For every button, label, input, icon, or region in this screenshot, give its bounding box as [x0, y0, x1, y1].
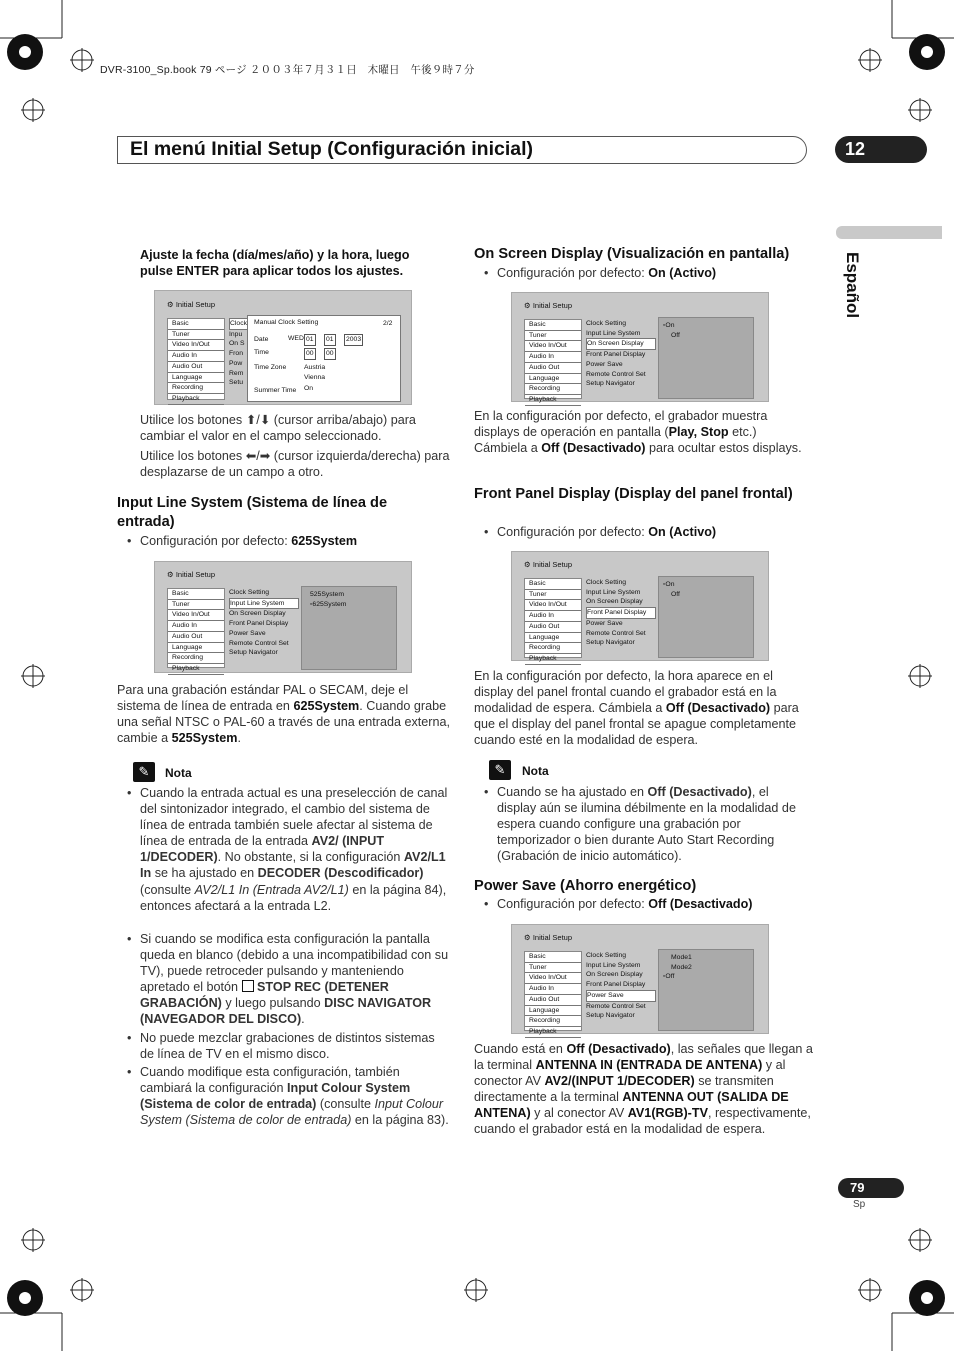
page-suffix: Sp — [853, 1199, 866, 1210]
date-year-field: 2003 — [344, 334, 363, 346]
note-icon: ✎ — [489, 760, 511, 780]
submenu-item: Setup Navigator — [229, 649, 278, 657]
note-item: • Cuando la entrada actual es una preselección de canal del sintonizador integrado, el cambio del sistema de línea de entrada también suele afectar al sistema de línea de entrada de la entrada AV2/ (INPUT 1/DECODER). No obstante, si la configuración AV2/L1 In se ha ajustado en DECODER (Descodificador) (consulte AV2/L1 In (Entrada AV2/L1) en la página 84), entonces afectará a la entrada L2. — [140, 785, 450, 914]
ps-screen — [511, 924, 769, 1034]
note-label: Nota — [165, 766, 192, 780]
menu-item: Language — [525, 633, 581, 644]
menu-item: Audio Out — [525, 995, 581, 1006]
menu-item: Playback — [525, 395, 581, 406]
menu-item: Audio In — [525, 984, 581, 995]
menu-item: Video In/Out — [168, 340, 224, 351]
menu-item: Playback — [168, 664, 224, 675]
submenu-item: Front Panel Display — [586, 607, 656, 619]
submenu-item: Input Line System — [586, 961, 641, 969]
menu-item: Language — [525, 374, 581, 385]
note-icon: ✎ — [133, 762, 155, 782]
menu-item: Basic — [525, 952, 581, 963]
menu-item: Audio In — [168, 351, 224, 362]
submenu-item: On Screen Display — [586, 338, 656, 350]
menu-item: Language — [525, 1006, 581, 1017]
stop-rec-icon — [242, 980, 254, 992]
option-item-selected: ▫625System — [310, 600, 347, 608]
submenu-item: Front Panel Display — [586, 981, 646, 989]
submenu-item: Front Panel Display — [229, 620, 289, 628]
submenu-item: Clock Setting — [229, 589, 270, 596]
date-day: WED — [288, 335, 304, 342]
submenu-item: Clock — [229, 318, 249, 330]
note-item: • Cuando se ha ajustado en Off (Desactivado), el display aún se ilumina débilmente en la modalidad de espera cuando configure una grabación por temporizador o bien durante Auto Start Recording (Grabación de inicio automático). — [497, 784, 807, 864]
ps-heading: Power Save (Ahorro energético) — [474, 878, 697, 894]
submenu-item: Power Save — [586, 360, 623, 368]
menu-item: Recording — [168, 383, 224, 394]
menu-item: Video In/Out — [525, 341, 581, 352]
option-item: Mode2 — [671, 963, 692, 971]
language-tab — [836, 226, 942, 239]
screen-options — [658, 576, 754, 658]
submenu-item: Rem — [229, 369, 244, 377]
submenu-item: Power Save — [586, 990, 656, 1002]
submenu-item: Front Panel Display — [586, 351, 646, 359]
fpd-paragraph: En la configuración por defecto, la hora aparece en el display del panel frontal cuando el grabador está en la modalidad de espera. Cámbiela a Off (Desactivado) para que el display del panel frontal se apague completamente cuando esté en la modalidad de espera. — [474, 669, 799, 748]
osd-default: • Configuración por defecto: On (Activo) — [497, 265, 807, 281]
menu-item: Playback — [525, 654, 581, 665]
menu-item: Tuner — [525, 963, 581, 974]
option-item: Mode1 — [671, 954, 692, 961]
screen-header: ⚙ Initial Setup — [167, 570, 216, 579]
submenu-item: On S — [229, 340, 245, 348]
ils-default: • Configuración por defecto: 625System — [140, 533, 450, 549]
date-day-field: 01 — [304, 334, 316, 346]
submenu-item: On Screen Display — [586, 971, 643, 979]
menu-item: Audio Out — [168, 632, 224, 643]
menu-item: Recording — [168, 653, 224, 664]
menu-item: Recording — [525, 643, 581, 654]
submenu-item: Clock Setting — [586, 952, 627, 959]
submenu-item: Setup Navigator — [586, 1012, 635, 1020]
screen-header: ⚙ Initial Setup — [524, 301, 573, 310]
submenu-item: Inpu — [229, 330, 243, 338]
note-item: • No puede mezclar grabaciones de distintos sistemas de línea de TV en el mismo disco. — [140, 1030, 450, 1062]
submenu-item: Remote Control Set — [229, 639, 289, 647]
page-number: 79 — [838, 1178, 904, 1198]
clock-intro: Ajuste la fecha (día/mes/año) y la hora, luego pulse ENTER para aplicar todos los ajustes. — [140, 248, 410, 279]
submenu-item: Clock Setting — [586, 579, 627, 586]
option-item-selected: ▫Off — [663, 973, 675, 981]
ps-default: • Configuración por defecto: Off (Desactivado) — [497, 896, 807, 912]
time-label: Time — [254, 349, 269, 356]
submenu-item: Power Save — [229, 629, 266, 637]
fpd-heading: Front Panel Display (Display del panel frontal) — [474, 486, 793, 502]
menu-item: Basic — [168, 319, 224, 330]
option-item-selected: ▫On — [663, 322, 675, 329]
menu-item: Playback — [168, 394, 224, 405]
submenu-item: Input Line System — [586, 588, 641, 596]
menu-item: Audio In — [525, 611, 581, 622]
screen-header: ⚙ Initial Setup — [167, 300, 216, 309]
submenu-item: Clock Setting — [586, 320, 627, 327]
screen-submenu — [586, 578, 656, 648]
screen-submenu — [229, 318, 249, 388]
menu-item: Audio In — [525, 352, 581, 363]
osd-screen — [511, 292, 769, 402]
screen-menu — [524, 578, 582, 662]
language-label: Español — [843, 252, 862, 319]
menu-item: Audio Out — [525, 622, 581, 633]
submenu-item: Pow — [229, 359, 243, 367]
ps-paragraph: Cuando está en Off (Desactivado), las señales que llegan a la terminal ANTENNA IN (ENTRADA DE ANTENA) y al conector AV AV2/(INPUT 1/DECODER) se transmiten directamente a la terminal ANTENNA OUT (SALIDA DE ANTENA) y al conector AV AV1(RGB)-TV, respectivamente, cuando el grabador está en la modalidad de espera. — [474, 1042, 813, 1137]
submenu-item: Power Save — [586, 619, 623, 627]
note-item: • Cuando modifique esta configuración, también cambiará la configuración Input Colour System (Sistema de color de entrada) (consulte Input Colour System (Sistema de color de entrada) en la página 83). — [140, 1064, 450, 1128]
menu-item: Tuner — [168, 600, 224, 611]
screen-menu — [524, 319, 582, 403]
screen-options — [658, 317, 754, 399]
screen-submenu — [586, 319, 656, 389]
submenu-item: Remote Control Set — [586, 1002, 646, 1010]
screen-menu — [167, 588, 225, 672]
screen-menu — [167, 318, 225, 400]
arrow-up-down-icon: ⬆/⬇ — [245, 413, 271, 427]
fpd-default: • Configuración por defecto: On (Activo) — [497, 524, 807, 540]
menu-item: Basic — [168, 589, 224, 600]
timezone-country: Austria — [304, 364, 326, 371]
submenu-item: Fron — [229, 350, 243, 358]
chapter-badge: 12 — [835, 136, 927, 163]
note-label: Nota — [522, 764, 549, 778]
arrow-left-right-icon: ⬅/➡ — [245, 449, 271, 463]
ils-heading: Input Line System (Sistema de línea de entrada) — [117, 495, 388, 530]
menu-item: Audio Out — [168, 362, 224, 373]
menu-item: Tuner — [168, 330, 224, 341]
leftright-instruction: Utilice los botones ⬅/➡ (cursor izquierda/derecha) para desplazarse de un campo a otro. — [140, 449, 450, 480]
submenu-item: Input Line System — [229, 598, 299, 610]
submenu-item: On Screen Display — [586, 598, 643, 606]
timezone-label: Time Zone — [254, 364, 287, 371]
summer-time-value: On — [304, 385, 314, 392]
updown-instruction: Utilice los botones ⬆/⬇ (cursor arriba/abajo) para cambiar el valor en el campo seleccionado. — [140, 413, 416, 444]
menu-item: Language — [168, 373, 224, 384]
option-item-selected: ▫On — [663, 581, 675, 588]
option-item: Off — [671, 331, 680, 339]
clock-popup — [247, 315, 401, 402]
menu-item: Tuner — [525, 331, 581, 342]
popup-page: 2/2 — [383, 320, 393, 327]
menu-item: Language — [168, 643, 224, 654]
screen-submenu — [586, 951, 656, 1021]
ils-screen — [154, 561, 412, 673]
note-item: • Si cuando se modifica esta configuración la pantalla queda en blanco (debido a una incompatibilidad con su TV), puede retroceder pulsando y manteniendo apretado el botón STOP REC (DETENER GRABACIÓN) y luego pulsando DISC NAVIGATOR (NAVEGADOR DEL DISCO). — [140, 931, 450, 1028]
date-month-field: 01 — [324, 334, 336, 346]
time-minute-field: 00 — [324, 348, 336, 360]
screen-header: ⚙ Initial Setup — [524, 560, 573, 569]
option-item: Off — [671, 590, 680, 598]
ils-paragraph: Para una grabación estándar PAL o SECAM, deje el sistema de línea de entrada en 625System. Cuando grabe una señal NTSC o PAL-60 a través de una entrada externa, cambie a 525System. — [117, 683, 451, 746]
menu-item: Playback — [525, 1027, 581, 1038]
popup-title: Manual Clock Setting — [254, 319, 319, 326]
menu-item: Audio In — [168, 621, 224, 632]
fpd-screen — [511, 551, 769, 661]
screen-header: ⚙ Initial Setup — [524, 933, 573, 942]
menu-item: Recording — [525, 384, 581, 395]
submenu-item: Remote Control Set — [586, 370, 646, 378]
menu-item: Video In/Out — [525, 973, 581, 984]
screen-menu — [524, 951, 582, 1035]
screen-submenu — [229, 588, 299, 658]
clock-setting-screen — [154, 290, 412, 405]
submenu-item: Setu — [229, 379, 243, 387]
submenu-item: On Screen Display — [229, 610, 286, 618]
screen-options — [658, 949, 754, 1031]
menu-item: Recording — [525, 1016, 581, 1027]
submenu-item: Setup Navigator — [586, 639, 635, 647]
summer-time-label: Summer Time — [254, 387, 297, 394]
menu-item: Basic — [525, 579, 581, 590]
menu-item: Tuner — [525, 590, 581, 601]
print-header: DVR-3100_Sp.book 79 ページ ２００３年７月３１日 木曜日 午後９時７分 — [100, 64, 475, 76]
menu-item: Basic — [525, 320, 581, 331]
submenu-item: Setup Navigator — [586, 380, 635, 388]
screen-options — [301, 586, 397, 670]
date-label: Date — [254, 336, 269, 343]
submenu-item: Input Line System — [586, 329, 641, 337]
menu-item: Video In/Out — [525, 600, 581, 611]
submenu-item: Remote Control Set — [586, 629, 646, 637]
menu-item: Audio Out — [525, 363, 581, 374]
page-title: El menú Initial Setup (Configuración inicial) — [130, 138, 534, 160]
timezone-city: Vienna — [304, 374, 326, 381]
osd-paragraph: En la configuración por defecto, el grabador muestra displays de operación en pantalla (Play, Stop etc.) Cámbiela a Off (Desactivado) para ocultar estos displays. — [474, 409, 802, 456]
option-item: 525System — [310, 591, 345, 598]
time-hour-field: 00 — [304, 348, 316, 360]
menu-item: Video In/Out — [168, 610, 224, 621]
osd-heading: On Screen Display (Visualización en pantalla) — [474, 246, 790, 262]
